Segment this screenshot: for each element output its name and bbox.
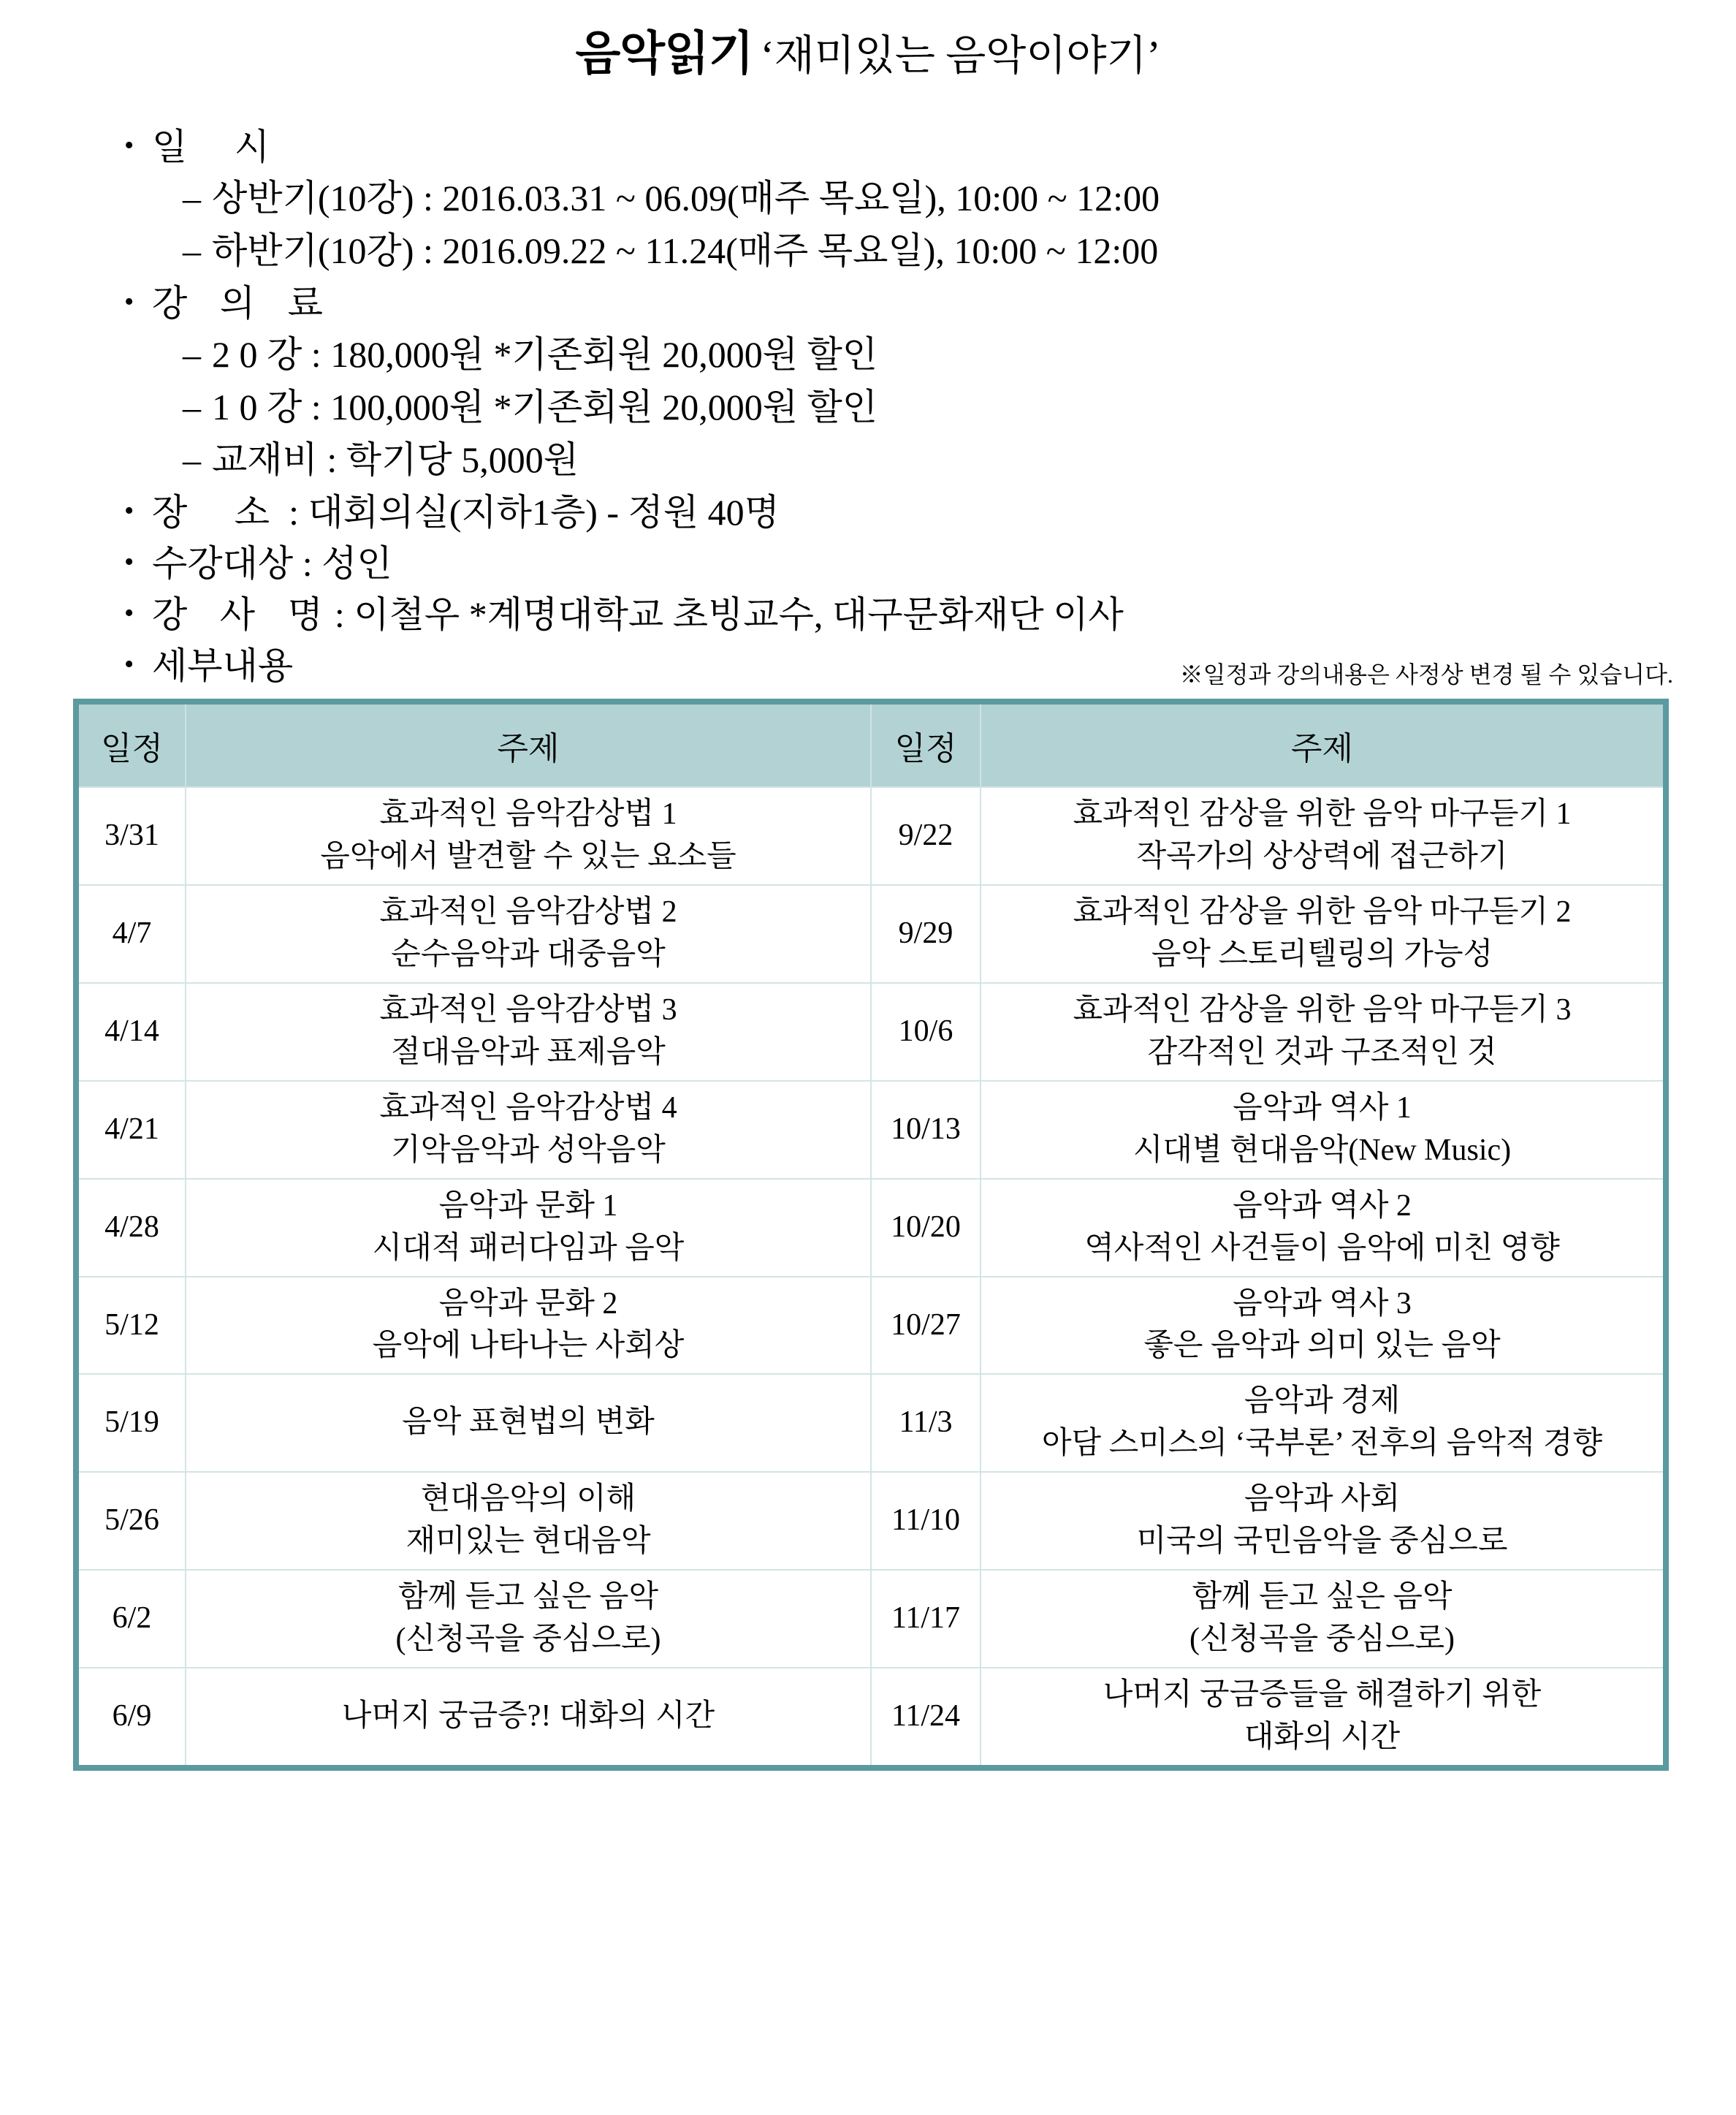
fee-10-text: 1 0 강 : 100,000원 *기존회원 20,000원 할인 [212,387,878,428]
topic-line-1: 효과적인 감상을 위한 음악 마구듣기 1 [1073,797,1572,831]
schedule-date-cell: 10/13 [871,1081,981,1179]
topic-line-1: 효과적인 감상을 위한 음악 마구듣기 3 [1073,992,1572,1027]
schedule-topic-cell [186,885,871,983]
schedule-date-cell: 5/26 [76,1472,186,1570]
table-row [76,983,1666,1081]
audience-label: 수강대상 : 성인 [152,543,392,584]
schedule-topic-cell [186,1374,871,1472]
info-item-audience [0,545,1736,582]
schedule-date-cell: 6/9 [76,1668,186,1768]
table-row [76,1081,1666,1179]
topic-line-2: 대화의 시간 [1244,1720,1401,1755]
schedule-date-cell: 11/24 [871,1668,981,1768]
schedule-topic-cell [186,1570,871,1668]
schedule-topic-cell [981,1472,1666,1570]
table-row [76,1277,1666,1375]
topic-line-2: 절대음악과 표제음악 [391,1035,666,1069]
schedule-second-half [0,232,1736,269]
schedule-topic-cell [981,1570,1666,1668]
bullet-icon: • [124,130,134,161]
topic-line-2: 감각적인 것과 구조적인 것 [1147,1035,1497,1069]
schedule-table-wrapper [0,699,1736,1771]
topic-line-1: 효과적인 음악감상법 4 [379,1090,677,1125]
topic-line-1: 나머지 궁금증들을 해결하기 위한 [1103,1678,1542,1712]
topic-line-2: 음악에 나타나는 사회상 [372,1329,685,1363]
detail-label: 세부내용 [152,645,294,686]
header-topic-left: 주제 [186,702,871,787]
topic-line-1: 음악과 역사 2 [1233,1188,1412,1223]
schedule-topic-cell [981,1277,1666,1375]
schedule-topic-cell [981,1179,1666,1277]
schedule-topic-cell [981,983,1666,1081]
topic-line-2: 작곡가의 상상력에 접근하기 [1136,839,1508,873]
topic-line-2: 시대별 현대음악(New Music) [1132,1133,1512,1167]
topic-line-2: 재미있는 현대음악 [406,1524,651,1559]
table-row [76,1472,1666,1570]
title-main: 음악읽기 [575,28,753,80]
topic-line-2: 시대적 패러다임과 음악 [372,1231,685,1265]
topic-line-1: 함께 듣고 싶은 음악 [397,1580,659,1614]
dash-icon: – [183,334,201,375]
fee-label: 강 의 료 [152,283,335,324]
schedule-second-half-text: 하반기(10강) : 2016.09.22 ~ 11.24(매주 목요일), 10:00 ~ 12:00 [212,230,1159,271]
place-label: 장 소 [152,492,289,533]
topic-line-1: 효과적인 음악감상법 2 [379,895,677,929]
header-topic-right: 주제 [981,702,1666,787]
schedule-date-cell: 4/21 [76,1081,186,1179]
instructor-value: : 이철우 *계명대학교 초빙교수, 대구문화재단 이사 [334,594,1124,635]
bullet-icon: • [124,286,134,317]
fee-materials [0,441,1736,478]
change-notice: ※일정과 강의내용은 사정상 변경 될 수 있습니다. [1179,661,1673,688]
schedule-topic-cell [186,983,871,1081]
topic-line-2: 순수음악과 대중음악 [391,937,666,971]
topic-line-1: 현대음악의 이해 [420,1482,636,1516]
schedule-date-cell: 11/10 [871,1472,981,1570]
schedule-table-body [76,787,1666,1768]
schedule-date-cell: 10/6 [871,983,981,1081]
schedule-first-half [0,178,1736,219]
schedule-date-cell: 5/12 [76,1277,186,1375]
schedule-topic-cell [981,787,1666,885]
fee-materials-text: 교재비 : 학기당 5,000원 [212,439,579,480]
schedule-label: 일 시 [152,126,289,167]
info-item-place [0,494,1736,531]
topic-line-2: 음악에서 발견할 수 있는 요소들 [320,839,736,873]
topic-line-1: 음악과 역사 3 [1233,1286,1412,1321]
table-header-row [76,702,1666,787]
topic-line-2: 음악 스토리텔링의 가능성 [1151,937,1493,971]
topic-line-2: 역사적인 사건들이 음악에 미친 영향 [1084,1231,1560,1265]
schedule-topic-cell [981,1374,1666,1472]
topic-line-1: 음악 표현법의 변화 [402,1405,655,1440]
bullet-icon: • [124,649,134,680]
topic-line-1: 효과적인 감상을 위한 음악 마구듣기 2 [1073,895,1572,929]
topic-line-1: 함께 듣고 싶은 음악 [1192,1580,1453,1614]
header-date-left: 일정 [76,702,186,787]
topic-line-1: 음악과 문화 2 [438,1286,618,1321]
schedule-topic-cell [186,787,871,885]
course-info-list [0,126,1736,688]
schedule-date-cell: 11/3 [871,1374,981,1472]
topic-line-1: 효과적인 음악감상법 1 [379,797,677,831]
schedule-date-cell: 9/22 [871,787,981,885]
schedule-date-cell: 4/14 [76,983,186,1081]
table-row [76,1570,1666,1668]
schedule-table [73,699,1669,1771]
topic-line-2: 미국의 국민음악을 중심으로 [1136,1524,1508,1559]
fee-10 [0,387,1736,428]
dash-icon: – [183,230,201,271]
table-row [76,1374,1666,1472]
schedule-date-cell: 6/2 [76,1570,186,1668]
table-row [76,1179,1666,1277]
schedule-topic-cell [186,1668,871,1768]
schedule-date-cell: 11/17 [871,1570,981,1668]
topic-line-1: 음악과 경제 [1244,1384,1401,1419]
dash-icon: – [183,387,201,428]
info-item-instructor [0,596,1736,633]
schedule-date-cell: 10/27 [871,1277,981,1375]
schedule-date-cell: 10/20 [871,1179,981,1277]
dash-icon: – [183,439,201,480]
dash-icon: – [183,178,201,219]
schedule-topic-cell [981,885,1666,983]
bullet-icon: • [124,547,134,577]
schedule-topic-cell [981,1081,1666,1179]
bullet-icon: • [124,495,134,526]
schedule-topic-cell [186,1472,871,1570]
fee-20 [0,336,1736,373]
topic-line-2: (신청곡을 중심으로) [395,1622,661,1657]
topic-line-2: (신청곡을 중심으로) [1189,1622,1455,1657]
page-title [0,0,1736,83]
topic-line-1: 음악과 사회 [1244,1482,1401,1516]
table-row [76,1668,1666,1768]
instructor-label: 강 사 명 [152,594,335,635]
schedule-date-cell: 4/28 [76,1179,186,1277]
schedule-topic-cell [981,1668,1666,1768]
table-row [76,885,1666,983]
schedule-first-half-text: 상반기(10강) : 2016.03.31 ~ 06.09(매주 목요일), 10:00 ~ 12:00 [212,178,1160,219]
bullet-icon: • [124,598,134,629]
schedule-date-cell: 4/7 [76,885,186,983]
schedule-date-cell: 9/29 [871,885,981,983]
schedule-date-cell: 3/31 [76,787,186,885]
schedule-topic-cell [186,1081,871,1179]
topic-line-1: 음악과 문화 1 [438,1188,618,1223]
schedule-topic-cell [186,1179,871,1277]
topic-line-1: 음악과 역사 1 [1233,1090,1412,1125]
fee-20-text: 2 0 강 : 180,000원 *기존회원 20,000원 할인 [212,334,878,375]
topic-line-1: 효과적인 음악감상법 3 [379,992,677,1027]
title-subtitle: ‘재미있는 음악이야기’ [760,33,1161,79]
header-date-right: 일정 [871,702,981,787]
place-row [152,494,1736,531]
instructor-row [152,596,1736,633]
schedule-topic-cell [186,1277,871,1375]
topic-line-2: 좋은 음악과 의미 있는 음악 [1143,1329,1501,1363]
info-item-schedule [0,126,1736,167]
place-value: : 대회의실(지하1층) - 정원 40명 [289,492,780,533]
table-row [76,787,1666,885]
schedule-date-cell: 5/19 [76,1374,186,1472]
topic-line-2: 기악음악과 성악음악 [391,1133,666,1167]
info-item-fee [0,285,1736,322]
topic-line-1: 나머지 궁금증?! 대화의 시간 [341,1699,715,1734]
topic-line-2: 아담 스미스의 ‘국부론’ 전후의 음악적 경향 [1041,1427,1603,1461]
